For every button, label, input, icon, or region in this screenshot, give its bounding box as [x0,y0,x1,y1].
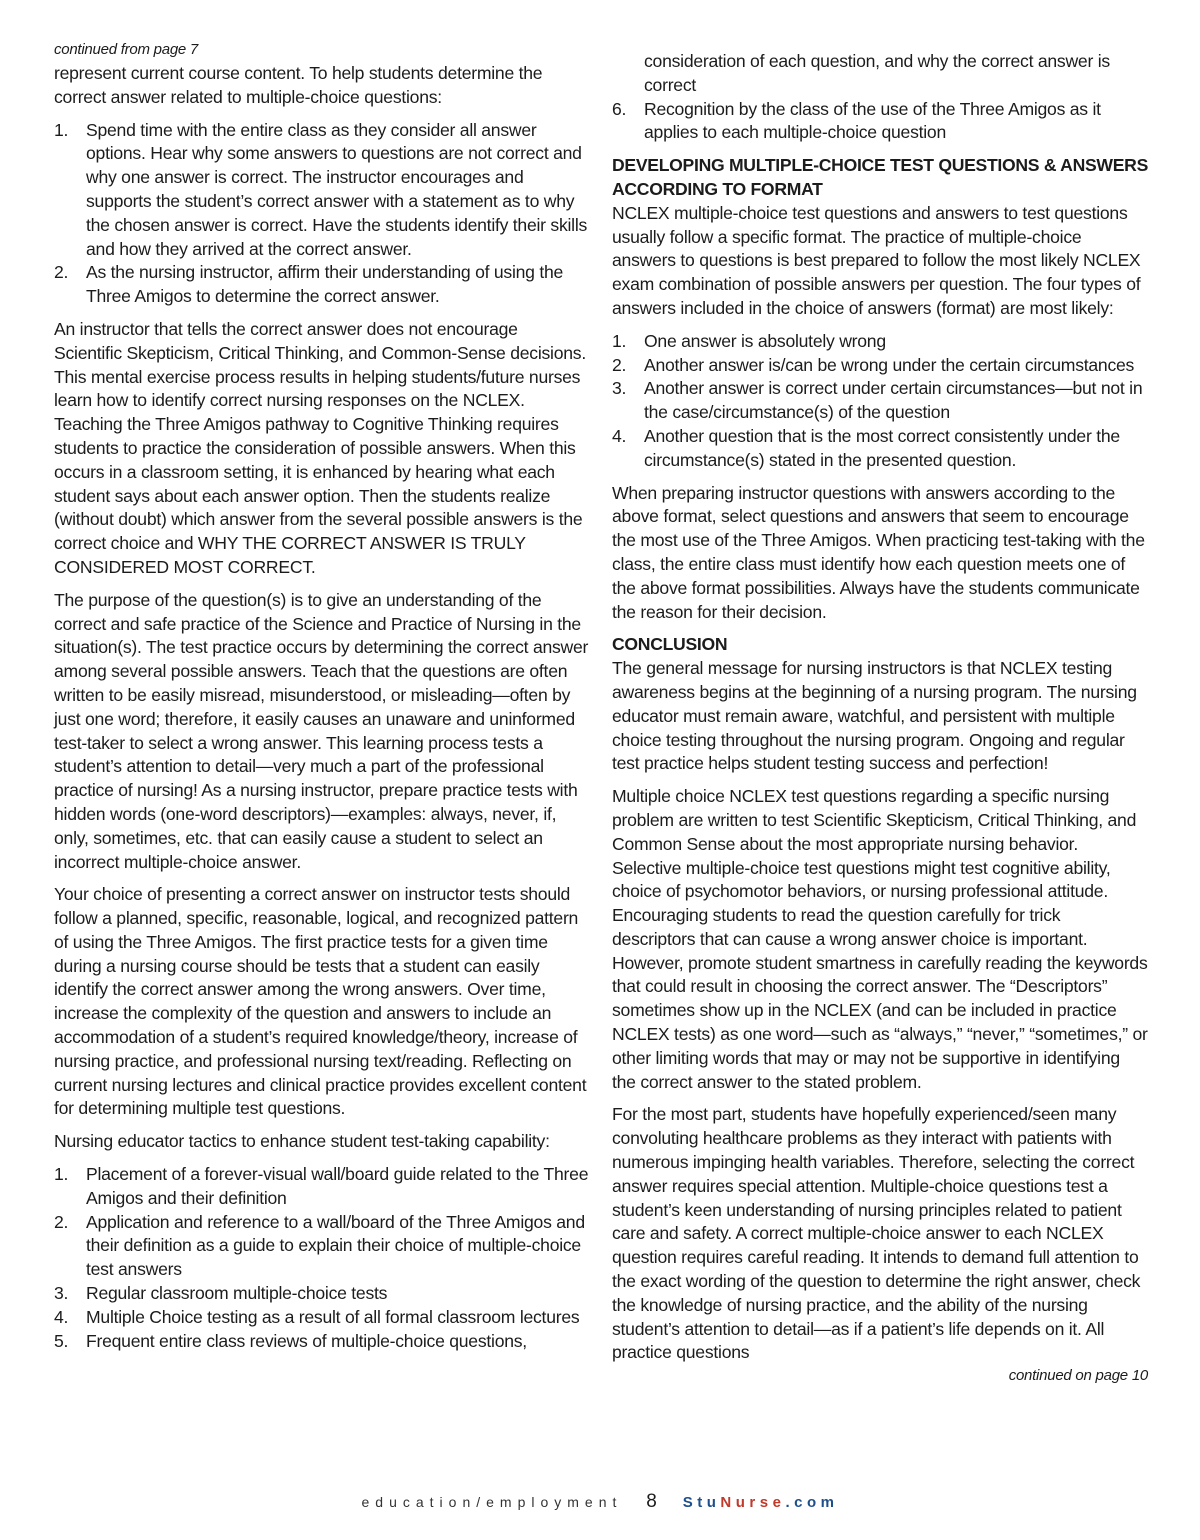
list-item: 1. One answer is absolutely wrong [612,330,886,351]
continued-from-note: continued from page 7 [54,41,199,58]
list-item: 5. Frequent entire class reviews of multiple-choice questions, [54,1330,527,1351]
list-item: 1. Spend time with the entire class as they consider all answer options. Hear why some answers to questions are not correct and why one answer is correct. The instructor encourages and supports the student’s correct answer with a statement as to why the chosen answer is correct. Have the students identify their skills and how they arrived at the correct answer. [54,119,588,259]
paragraph: For the most part, students have hopefully experienced/seen many convoluting healthcare problems as they interact with patients with numerous impinging health variables. Therefore, selecting the correct answer requires special attention. Multiple-choice questions test a student’s keen understanding of nursing principles related to patient care and safety. A correct multiple-choice answer to each NCLEX question requires careful reading. It intends to demand full attention to the exact wording of the question to determine the right answer, check the knowledge of nursing practice, and the ability of the nursing student’s attention to detail—as if a patient’s life depends on it. All practice questions [612,1104,1141,1363]
paragraph: When preparing instructor questions with answers according to the above format, select questions and answers that seem to encourage the most use of the Three Amigos. When practicing test-taking with the class, the entire class must identify how each question meets one of the above format possibilities. Always have the students communicate the reason for their decision. [612,482,1145,622]
paragraph: Multiple choice NCLEX test questions regarding a specific nursing problem are written to test Scientific Skepticism, Critical Thinking, and Common Sense about the most appropriate nursing behavior. Selective multiple-choice test questions might test cognitive ability, choice of psychomotor behaviors, or nursing professional attitude. Encouraging students to read the question carefully for trick descriptors that can cause a wrong answer choice is important. However, promote student smartness in carefully reading the keywords that could result in choosing the correct answer. The “Descriptors” sometimes show up in the NCLEX (and can be included in practice NCLEX tests) as one word—such as “always,” “never,” “sometimes,” or other limiting words that may or may not be supportive in identifying the correct answer to the stated problem. [612,786,1148,1092]
tactics-list [54,1163,590,1353]
paragraph: NCLEX multiple-choice test questions and answers to test questions usually follow a specific format. The practice of multiple-choice answers to questions is best prepared to follow the most likely NCLEX exam combination of possible answers per question. The four types of answers included in the choice of answers (format) are most likely: [612,202,1141,318]
list-item: 2. Another answer is/can be wrong under the certain circumstances [612,354,1135,375]
list-item: 4. Another question that is the most correct consistently under the circumstance(s) stated in the presented question. [612,425,1120,470]
continued-on-note: continued on page 10 [1008,1367,1148,1385]
list-item: 1. Placement of a forever-visual wall/board guide related to the Three Amigos and their definition [54,1164,589,1208]
answer-review-list [54,119,590,309]
right-column [612,50,1148,1387]
list-item-continuation: consideration of each question, and why the correct answer is correct [644,51,1110,95]
list-item: 2. As the nursing instructor, affirm their understanding of using the Three Amigos to determine the correct answer. [54,262,564,307]
paragraph: The purpose of the question(s) is to give an understanding of the correct and safe practice of the Science and Practice of Nursing in the situation(s). The test practice occurs by determining the correct answer among several possible answers. Teach that the questions are often written to be easily misread, misunderstood, or misleading—often by just one word; therefore, it easily causes an unaware and uninformed test-taker to select a wrong answer. This learning process tests a student’s attention to detail—very much a part of the professional practice of nursing! As a nursing instructor, prepare practice tests with hidden words (one-word descriptors)—examples: always, never, if, only, sometimes, etc. that can easily cause a student to select an incorrect multiple-choice answer. [54,589,589,872]
section-heading: CONCLUSION [612,634,728,655]
left-column [54,40,590,1353]
page-number: 8 [646,1491,657,1512]
list-item: 3. Another answer is correct under certain circumstances—but not in the case/circumstance(s) of the question [612,378,1143,423]
paragraph: The general message for nursing instructors is that NCLEX testing awareness begins at the beginning of a nursing program. The nursing educator must remain aware, watchful, and persistent with multiple choice testing throughout the nursing program. Ongoing and regular test practice helps student testing success and perfection! [612,658,1137,774]
section-heading: DEVELOPING MULTIPLE-CHOICE TEST QUESTIONS & ANSWERS ACCORDING TO FORMAT [612,155,1148,199]
list-item: 2. Application and reference to a wall/board of the Three Amigos and their definition as a guide to explain their choice of multiple-choice test answers [54,1211,585,1280]
list-item: 4. Multiple Choice testing as a result of all formal classroom lectures [54,1306,580,1327]
page-footer [0,1490,1200,1515]
list-item: 3. Regular classroom multiple-choice tests [54,1283,388,1304]
list-item: 6. Recognition by the class of the use of the Three Amigos as it applies to each multiple-choice question [612,98,1101,143]
paragraph: Your choice of presenting a correct answer on instructor tests should follow a planned, specific, reasonable, logical, and recognized pattern of using the Three Amigos. The first practice tests for a given time during a nursing course should be tests that a student can easily identify the correct answer among the wrong answers. Over time, increase the complexity of the question and answers to include an accommodation of a student’s required knowledge/theory, increase of nursing practice, and professional nursing text/reading. Reflecting on current nursing lectures and clinical practice provides excellent content for determining multiple test questions. [54,884,587,1119]
paragraph: Nursing educator tactics to enhance student test-taking capability: [54,1131,550,1152]
footer-section-label: education/employment [361,1494,623,1510]
tactics-list-continued [612,98,1148,146]
paragraph: represent current course content. To help students determine the correct answer related to multiple-choice questions: [54,63,543,107]
answer-format-list [612,330,1148,473]
brand-logo: StuNurse.com [682,1494,839,1511]
paragraph: An instructor that tells the correct answer does not encourage Scientific Skepticism, Critical Thinking, and Common-Sense decisions. This mental exercise process results in helping students/future nurses learn how to identify correct nursing responses on the NCLEX. Teaching the Three Amigos pathway to Cognitive Thinking requires students to practice the consideration of possible answers. When this occurs in a classroom setting, it is enhanced by hearing what each student says about each answer option. Then the students realize (without doubt) which answer from the several possible answers is the correct choice and WHY THE CORRECT ANSWER IS TRULY CONSIDERED MOST CORRECT. [54,318,586,577]
